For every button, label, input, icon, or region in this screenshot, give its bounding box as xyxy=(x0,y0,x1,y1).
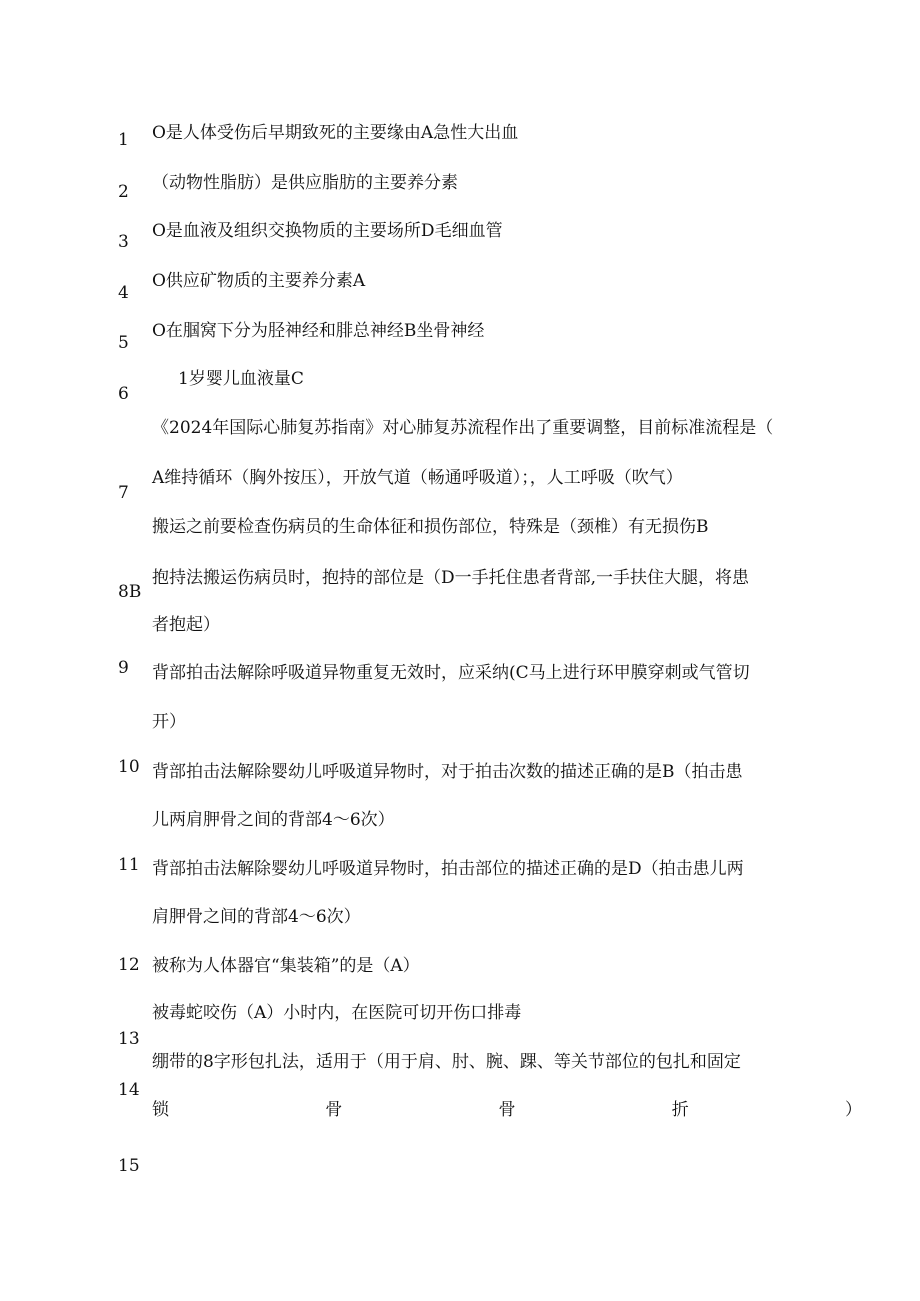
item-number: 2 xyxy=(118,182,129,202)
item-number: 15 xyxy=(118,1156,140,1176)
item-number: 8B xyxy=(118,582,142,602)
text-line: 者抱起） xyxy=(152,615,220,635)
text-line: 开） xyxy=(152,712,186,732)
item-number: 6 xyxy=(118,384,129,404)
item-number: 14 xyxy=(118,1080,140,1100)
text-line: O供应矿物质的主要养分素A xyxy=(152,271,366,291)
item-number: 5 xyxy=(118,333,129,353)
item-number: 10 xyxy=(118,757,140,777)
justified-line xyxy=(152,1099,862,1121)
item-number: 11 xyxy=(118,855,140,875)
item-number: 4 xyxy=(118,283,129,303)
text-line: 背部拍击法解除婴幼儿呼吸道异物时，对于拍击次数的描述正确的是B（拍击患 xyxy=(152,762,743,782)
text-line: 背部拍击法解除婴幼儿呼吸道异物时，拍击部位的描述正确的是D（拍击患儿两 xyxy=(152,859,744,879)
text-line: 背部拍击法解除呼吸道异物重复无效时，应采纳(C马上进行环甲膜穿刺或气管切 xyxy=(152,663,750,683)
justified-char: 骨 xyxy=(325,1100,343,1120)
text-line: 被毒蛇咬伤（A）小时内，在医院可切开伤口排毒 xyxy=(152,1003,522,1023)
text-line: 肩胛骨之间的背部4～6次） xyxy=(152,907,361,927)
text-line: A维持循环（胸外按压），开放气道（畅通呼吸道）；，人工呼吸（吹气） xyxy=(152,468,683,488)
text-line: 1岁婴儿血液量C xyxy=(178,369,304,389)
justified-char: ） xyxy=(845,1100,862,1120)
item-number: 3 xyxy=(118,232,129,252)
item-number: 12 xyxy=(118,955,140,975)
text-line: 《2024年国际心肺复苏指南》对心肺复苏流程作出了重要调整，目前标准流程是（ xyxy=(152,418,774,438)
text-line: 被称为人体器官“集装箱”的是（A） xyxy=(152,956,420,976)
item-number: 7 xyxy=(118,483,129,503)
text-line: O是血液及组织交换物质的主要场所D毛细血管 xyxy=(152,221,503,241)
text-line: 绷带的8字形包扎法，适用于（用于肩、肘、腕、踝、等关节部位的包扎和固定 xyxy=(152,1052,741,1072)
justified-char: 锁 xyxy=(152,1100,169,1120)
item-number: 1 xyxy=(118,130,129,150)
justified-char: 折 xyxy=(671,1100,689,1120)
text-line: 抱持法搬运伤病员时，抱持的部位是（D一手托住患者背部,一手扶住大腿，将患 xyxy=(152,568,750,588)
text-line: （动物性脂肪）是供应脂肪的主要养分素 xyxy=(152,173,458,193)
justified-char: 骨 xyxy=(498,1100,516,1120)
text-line: 儿两肩胛骨之间的背部4～6次） xyxy=(152,810,395,830)
text-line: 搬运之前要检查伤病员的生命体征和损伤部位，特殊是（颈椎）有无损伤B xyxy=(152,517,709,537)
item-number: 13 xyxy=(118,1029,140,1049)
text-line: O是人体受伤后早期致死的主要缘由A急性大出血 xyxy=(152,123,519,143)
text-line: O在腘窝下分为胫神经和腓总神经B坐骨神经 xyxy=(152,321,485,341)
item-number: 9 xyxy=(118,658,129,678)
